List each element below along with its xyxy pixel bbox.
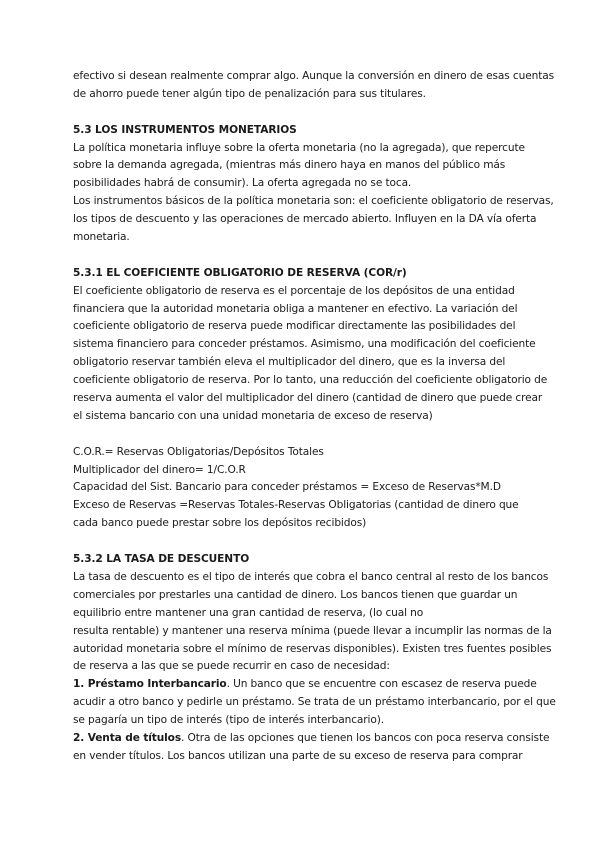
text-line: el sistema bancario con una unidad monetaria de exceso de reserva) <box>73 409 433 422</box>
text-line: comerciales por prestarles una cantidad de dinero. Los bancos tienen que guardar un <box>73 588 518 601</box>
text-line: en vender títulos. Los bancos utilizan una parte de su exceso de reserva para comprar <box>73 749 523 762</box>
document-page <box>73 68 556 766</box>
text-line: obligatorio reservar también eleva el multiplicador del dinero, que es la inversa del <box>73 356 506 369</box>
text-line: de reserva a las que se puede recurrir en caso de necesidad: <box>73 660 390 673</box>
text-line: los tipos de descuento y las operaciones de mercado abierto. Influyen en la DA vía oferta <box>73 213 537 226</box>
list-item-1-text: . Un banco que se encuentre con escasez de reserva puede <box>226 678 537 691</box>
text-line: monetaria. <box>73 231 130 244</box>
text-line: de ahorro puede tener algún tipo de penalización para sus titulares. <box>73 87 426 100</box>
text-line: sobre la demanda agregada, (mientras más dinero haya en manos del público más <box>73 159 506 172</box>
formula-line: Capacidad del Sist. Bancario para conceder préstamos = Exceso de Reservas*M.D <box>73 481 501 494</box>
text-line: La tasa de descuento es el tipo de interés que cobra el banco central al resto de los bancos <box>73 570 549 583</box>
text-line: coeficiente obligatorio de reserva puede modificar directamente las posibilidades del <box>73 320 516 333</box>
list-item-1-label: 1. Préstamo Interbancario <box>73 678 227 691</box>
section-heading-5-3-2: 5.3.2 LA TASA DE DESCUENTO <box>73 553 250 566</box>
text-line: financiera que la autoridad monetaria obliga a mantener en efectivo. La variación del <box>73 302 518 315</box>
text-line: resulta rentable) y mantener una reserva mínima (puede llevar a incumplir las normas de la <box>73 624 552 637</box>
text-line: reserva aumenta el valor del multiplicador del dinero (cantidad de dinero que puede crear <box>73 392 543 405</box>
list-item-1 <box>73 676 537 694</box>
formula-line: Multiplicador del dinero= 1/C.O.R <box>73 463 246 476</box>
text-line: posibilidades habrá de consumir). La oferta agregada no se toca. <box>73 177 412 190</box>
text-line: acudir a otro banco y pedirle un préstamo. Se trata de un préstamo interbancario, por el que <box>73 696 556 709</box>
section-heading-5-3: 5.3 LOS INSTRUMENTOS MONETARIOS <box>73 123 297 136</box>
text-line: Los instrumentos básicos de la política monetaria son: el coeficiente obligatorio de reservas, <box>73 195 554 208</box>
formula-line: cada banco puede prestar sobre los depósitos recibidos) <box>73 517 367 530</box>
list-item-2-label: 2. Venta de títulos <box>73 731 182 744</box>
list-item-2-text: . Otra de las opciones que tienen los bancos con poca reserva consiste <box>181 731 550 744</box>
text-line: se pagaría un tipo de interés (tipo de interés interbancario). <box>73 714 384 727</box>
text-line: El coeficiente obligatorio de reserva es el porcentaje de los depósitos de una entidad <box>73 284 515 297</box>
text-line: equilibrio entre mantener una gran cantidad de reserva, (lo cual no <box>73 606 424 619</box>
formula-line: C.O.R.= Reservas Obligatorias/Depósitos Totales <box>73 445 324 458</box>
text-line: coeficiente obligatorio de reserva. Por lo tanto, una reducción del coeficiente obligatorio de <box>73 374 548 387</box>
text-line: La política monetaria influye sobre la oferta monetaria (no la agregada), que repercute <box>73 141 525 154</box>
text-line: efectivo si desean realmente comprar algo. Aunque la conversión en dinero de esas cuentas <box>73 70 555 82</box>
list-item-2 <box>73 730 550 748</box>
text-line: autoridad monetaria sobre el mínimo de reservas disponibles). Existen tres fuentes posibles <box>73 642 552 655</box>
text-line: sistema financiero para conceder préstamos. Asimismo, una modificación del coeficiente <box>73 338 536 351</box>
section-heading-5-3-1: 5.3.1 EL COEFICIENTE OBLIGATORIO DE RESERVA (COR/r) <box>73 266 407 279</box>
formula-line: Exceso de Reservas =Reservas Totales-Reservas Obligatorias (cantidad de dinero que <box>73 499 519 512</box>
